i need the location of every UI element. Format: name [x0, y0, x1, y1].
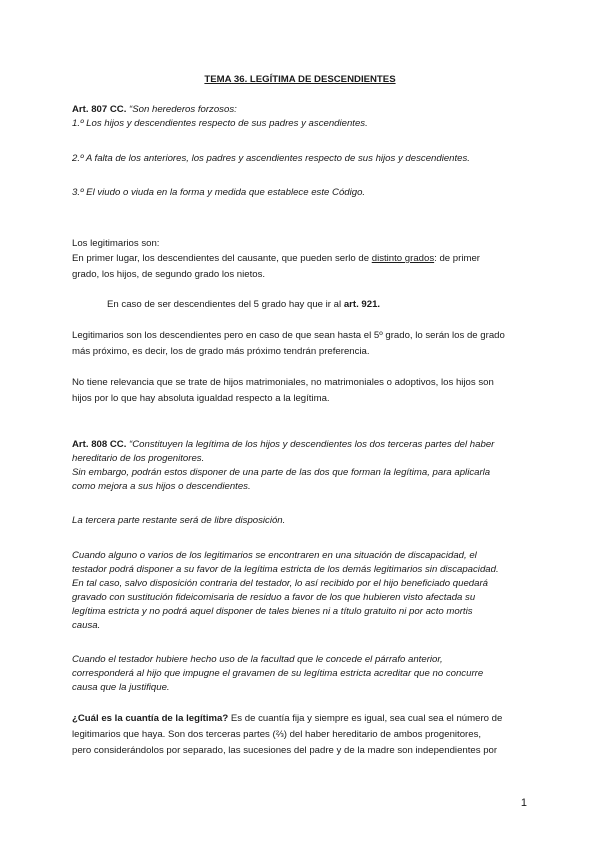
art808-heading	[72, 439, 494, 451]
art921-ref: art. 921.	[343, 299, 381, 310]
art808-line7: testador podrá disponer a su favor de la legítima estricta de los demás legitimarios sin discapacidad.	[72, 564, 499, 575]
art808-line10: legítima estricta y no podrá aquel disponer de tales bienes ni a título gratuito ni por acto mortis	[72, 606, 473, 617]
cuantia-line2: legitimarios que haya. Son dos terceras partes (⅔) del haber hereditario de ambos progenitores,	[72, 729, 482, 740]
art808-line5: La tercera parte restante será de libre disposición.	[72, 515, 286, 526]
cuantia-question: ¿Cuál es la cuantía de la legítima?	[72, 713, 229, 724]
art807-ref: Art. 807 CC.	[72, 104, 127, 115]
distinto-grados-underlined: distinto grados	[371, 253, 435, 264]
legit-line4-a: En caso de ser descendientes del 5 grado hay que ir al	[107, 299, 344, 310]
art808-ref: Art. 808 CC.	[72, 439, 127, 450]
art808-line14: causa que la justifique.	[72, 682, 170, 693]
cuantia-answer: Es de cuantía fija y siempre es igual, sea cual sea el número de	[228, 713, 503, 724]
art807-item1: 1.º Los hijos y descendientes respecto de sus padres y ascendientes.	[72, 118, 368, 129]
art808-line12: Cuando el testador hubiere hecho uso de la facultad que le concede el párrafo anterior,	[72, 654, 443, 665]
legit-line1: Los legitimarios son:	[72, 238, 160, 249]
art807-intro: “Son herederos forzosos:	[126, 104, 237, 115]
legit-line5: Legitimarios son los descendientes pero en caso de que sean hasta el 5º grado, lo serán los de grado	[72, 330, 505, 341]
page-number: 1	[520, 797, 527, 809]
legit-line2	[72, 253, 480, 265]
art808-line9: gravado con sustitución fideicomisaria de residuo a favor de los que hubieren visto afectada su	[72, 592, 476, 603]
legit-line4	[107, 299, 380, 311]
legit-line2-b: : de primer	[434, 253, 480, 264]
art808-line3: Sin embargo, podrán estos disponer de una parte de las dos que forman la legítima, para aplicarla	[72, 467, 491, 478]
cuantia-line3: pero considerándolos por separado, las sucesiones del padre y de la madre son independientes por	[72, 745, 498, 756]
page-title: TEMA 36. LEGÍTIMA DE DESCENDIENTES	[204, 74, 396, 85]
legit-line3: grado, los hijos, de segundo grado los nietos.	[72, 269, 266, 280]
art807-item3: 3.º El viudo o viuda en la forma y medida que establece este Código.	[72, 187, 366, 198]
art808-line2: hereditario de los progenitores.	[72, 453, 205, 464]
legit-line8: hijos por lo que hay absoluta igualdad respecto a la legítima.	[72, 393, 330, 404]
legit-line2-a: En primer lugar, los descendientes del causante, que pueden serlo de	[72, 253, 372, 264]
art807-heading	[72, 104, 237, 116]
art808-line11: causa.	[72, 620, 101, 631]
art808-line4: como mejora a sus hijos o descendientes.	[72, 481, 251, 492]
art808-line1: “Constituyen la legítima de los hijos y descendientes los dos terceras partes del haber	[126, 439, 495, 450]
art808-line13: corresponderá al hijo que impugne el gravamen de su legítima estricta acreditar que no concurre	[72, 668, 484, 679]
cuantia-line1	[72, 713, 502, 725]
art807-item2: 2.º A falta de los anteriores, los padres y ascendientes respecto de sus hijos y descendientes.	[72, 153, 470, 164]
legit-line6: más próximo, es decir, los de grado más próximo tendrán preferencia.	[72, 346, 370, 357]
legit-line7: No tiene relevancia que se trate de hijos matrimoniales, no matrimoniales o adoptivos, los hijos son	[72, 377, 494, 388]
art808-line8: En tal caso, salvo disposición contraria del testador, lo así recibido por el hijo beneficiado quedará	[72, 578, 488, 589]
art808-line6: Cuando alguno o varios de los legitimarios se encontraren en una situación de discapacidad, el	[72, 550, 477, 561]
